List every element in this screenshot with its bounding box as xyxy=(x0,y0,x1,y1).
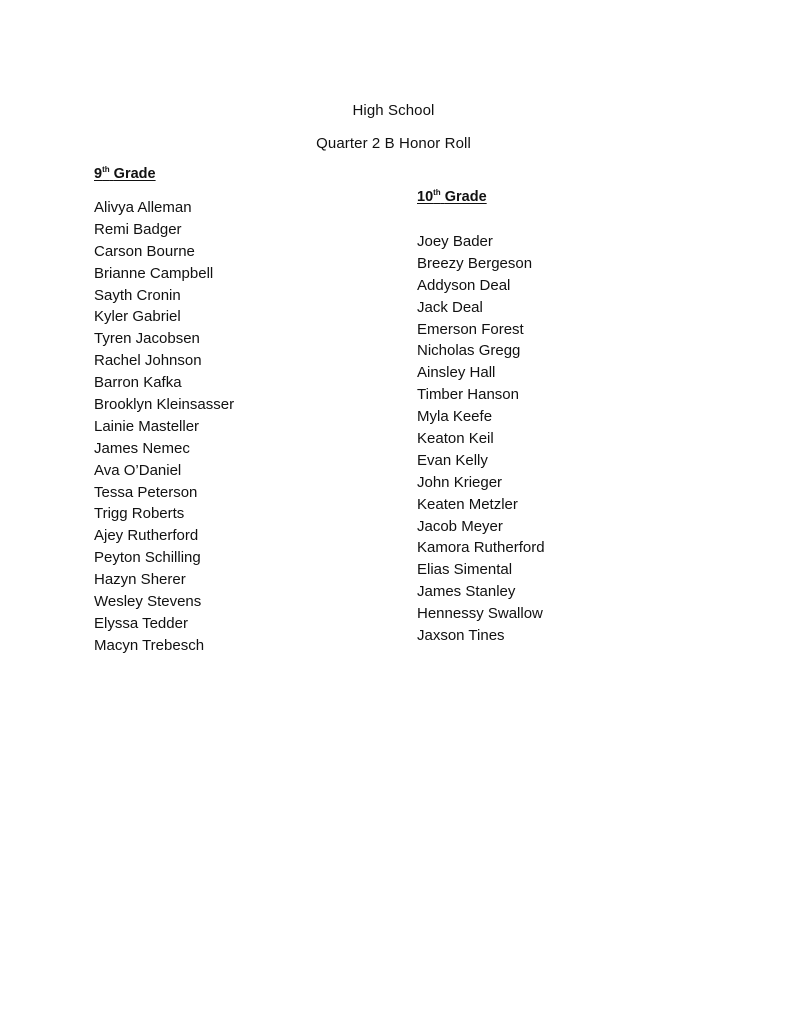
grade-9-number: 9 xyxy=(94,166,103,182)
list-item: Wesley Stevens xyxy=(94,593,202,611)
list-item: Timber Hanson xyxy=(417,386,519,404)
list-item: Ajey Rutherford xyxy=(94,527,199,545)
list-item: Hennessy Swallow xyxy=(417,605,543,623)
list-item: Barron Kafka xyxy=(94,374,182,392)
list-item: Jaxson Tines xyxy=(417,627,505,645)
list-item: Sayth Cronin xyxy=(94,286,181,304)
list-item: John Krieger xyxy=(417,473,503,491)
list-item: Evan Kelly xyxy=(417,451,488,469)
grade-10-name-list xyxy=(417,231,545,647)
list-item: Remi Badger xyxy=(94,220,182,238)
list-item: Trigg Roberts xyxy=(94,505,185,523)
grade-9-name-list xyxy=(94,197,234,657)
list-item: Addyson Deal xyxy=(417,276,511,294)
list-item: Hazyn Sherer xyxy=(94,571,186,589)
list-item: Lainie Masteller xyxy=(94,417,200,435)
grade-9-word: Grade xyxy=(113,166,156,182)
grade-9-ordinal: th xyxy=(102,165,110,174)
grade-10-heading xyxy=(417,189,487,205)
list-item: Brianne Campbell xyxy=(94,264,214,282)
list-item: Elias Simental xyxy=(417,561,513,579)
school-title: High School xyxy=(352,102,435,119)
list-item: Keaton Keil xyxy=(417,430,494,448)
honor-roll-title: Quarter 2 B Honor Roll xyxy=(316,135,471,152)
list-item: Ava O’Daniel xyxy=(94,461,182,479)
list-item: Emerson Forest xyxy=(417,320,524,338)
list-item: Jack Deal xyxy=(417,298,483,316)
list-item: Brooklyn Kleinsasser xyxy=(94,396,235,414)
grade-10-word: Grade xyxy=(444,189,487,205)
grade-10-number: 10 xyxy=(417,189,434,205)
grade-9-heading xyxy=(94,166,156,182)
list-item: Carson Bourne xyxy=(94,242,195,260)
list-item: Jacob Meyer xyxy=(417,517,503,535)
list-item: Alivya Alleman xyxy=(94,199,192,216)
list-item: Tessa Peterson xyxy=(94,483,198,501)
grade-10-ordinal: th xyxy=(433,188,441,197)
list-item: Keaten Metzler xyxy=(417,495,518,513)
list-item: Kamora Rutherford xyxy=(417,539,545,557)
list-item: James Nemec xyxy=(94,439,190,457)
list-item: Rachel Johnson xyxy=(94,352,202,370)
list-item: Myla Keefe xyxy=(417,408,493,426)
list-item: Tyren Jacobsen xyxy=(94,330,200,348)
list-item: Ainsley Hall xyxy=(417,364,496,382)
list-item: James Stanley xyxy=(417,583,516,601)
list-item: Elyssa Tedder xyxy=(94,614,188,632)
list-item: Breezy Bergeson xyxy=(417,254,533,272)
list-item: Kyler Gabriel xyxy=(94,308,181,326)
list-item: Joey Bader xyxy=(417,233,493,250)
list-item: Macyn Trebesch xyxy=(94,636,205,654)
list-item: Peyton Schilling xyxy=(94,549,201,567)
list-item: Nicholas Gregg xyxy=(417,342,521,360)
